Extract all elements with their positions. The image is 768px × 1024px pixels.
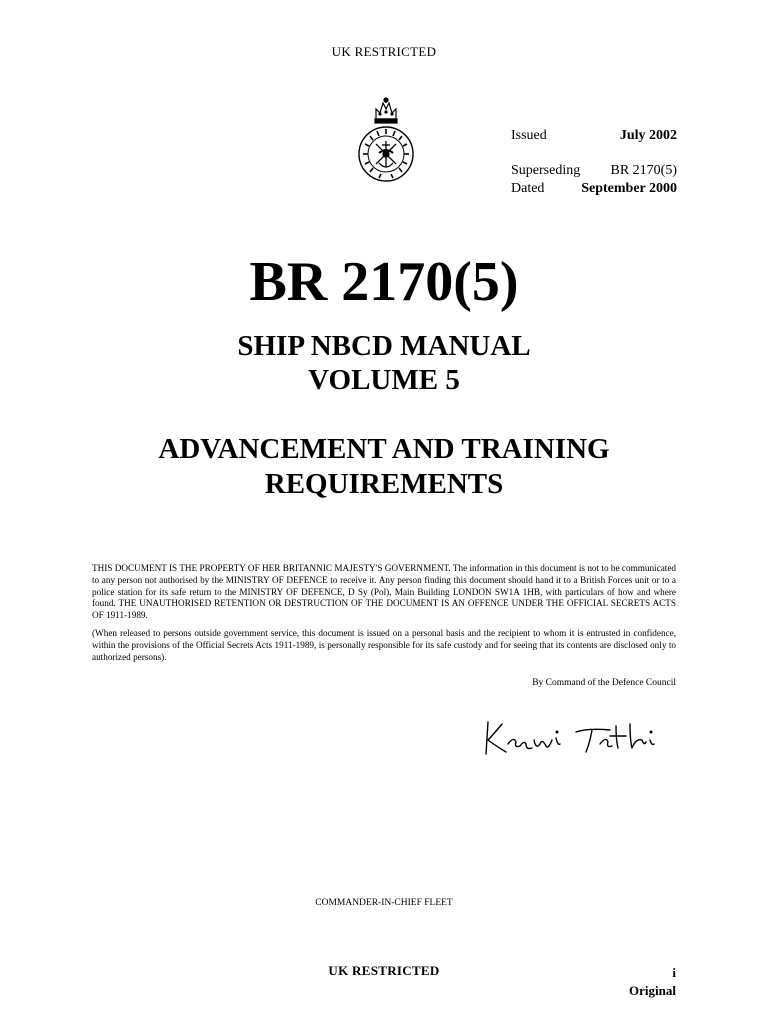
superseding-block [511,162,677,198]
dated-value: September 2000 [581,181,677,196]
footer-classification: UK RESTRICTED [328,963,440,978]
defence-council-crest-icon [357,95,415,187]
dated-label: Dated [511,181,545,196]
issued-label: Issued [511,128,547,143]
volume-title: VOLUME 5 [308,364,460,396]
dated-row [511,180,677,198]
issued-value: July 2002 [619,128,677,143]
superseding-row [511,162,677,180]
issuing-authority: COMMANDER-IN-CHIEF FLEET [315,898,453,908]
notice-paragraph-2: (When released to persons outside government service, this document is issued on a personal basis and the recipient to whom it is entrusted in confidence, within the provisions of the Official Secrets Acts 1911-1989, is personally responsible for its safe custody and for seeing that its contents are disclosed only to authorized persons). [92,627,676,662]
command-line: By Command of the Defence Council [532,678,676,688]
subject-title-line-1: ADVANCEMENT AND TRAINING [158,433,610,465]
handwritten-signature-icon [480,710,670,760]
page-number-block [629,964,676,1000]
superseding-value: BR 2170(5) [610,163,677,178]
header-classification: UK RESTRICTED [331,44,437,59]
superseding-label: Superseding [511,163,581,178]
manual-title: SHIP NBCD MANUAL [237,330,531,362]
issued-row [511,127,677,145]
notice-paragraph-1: THIS DOCUMENT IS THE PROPERTY OF HER BRITANNIC MAJESTY'S GOVERNMENT. The information in this document is not to be communicated to any person not authorised by the MINISTRY OF DEFENCE to receive it. Any person finding this document should hand it to a British Forces unit or to a police station for its safe return to the MINISTRY OF DEFENCE, D Sy (Pol), Main Building LONDON SW1A 1HB, with particulars of how and where found. THE UNAUTHORISED RETENTION OR DESTRUCTION OF THE DOCUMENT IS AN OFFENCE UNDER THE OFFICIAL SECRETS ACTS OF 1911-1989. [92,563,676,621]
issue-info-block [511,127,677,145]
subject-title-line-2: REQUIREMENTS [264,468,504,500]
document-number-title: BR 2170(5) [249,251,519,313]
security-notice [92,563,676,669]
page-status: Original [629,983,676,998]
page-number: i [672,965,676,980]
